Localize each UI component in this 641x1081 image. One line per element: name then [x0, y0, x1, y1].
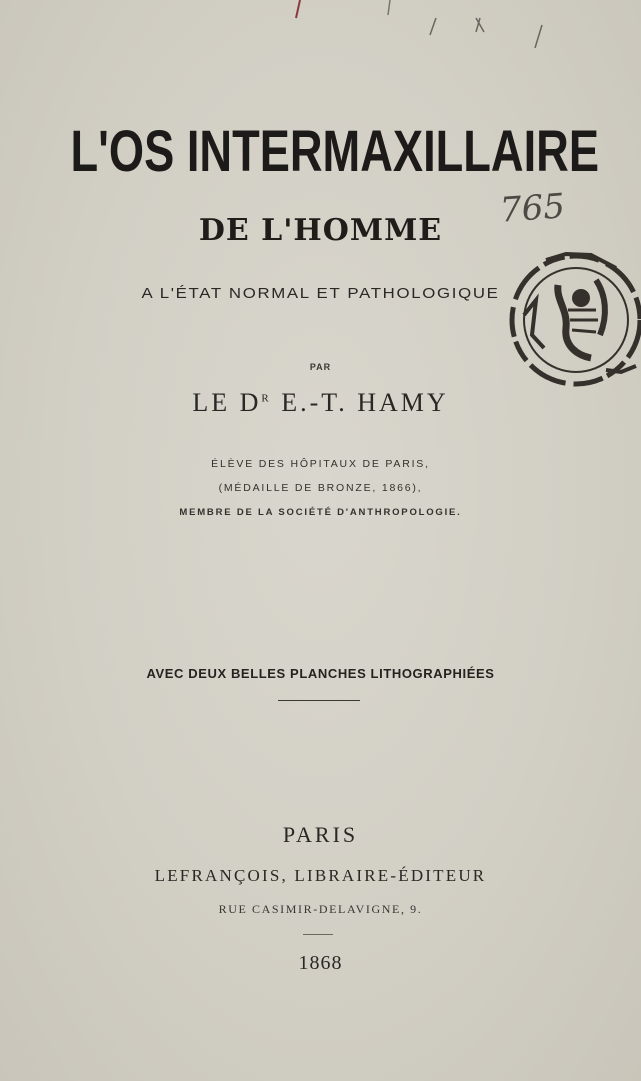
credential-line: (MÉDAILLE DE BRONZE, 1866), [218, 482, 423, 494]
credential-line: ÉLÈVE DES HÔPITAUX DE PARIS, [211, 458, 430, 470]
author-prefix: LE D [192, 388, 262, 417]
divider-rule [278, 700, 360, 701]
credential-line: MEMBRE DE LA SOCIÉTÉ D'ANTHROPOLOGIE. [179, 507, 462, 518]
byline-par: PAR [309, 362, 332, 372]
book-qualifier: A L'ÉTAT NORMAL ET PATHOLOGIQUE [141, 285, 500, 302]
imprint-street: RUE CASIMIR-DELAVIGNE, 9. [218, 902, 423, 916]
handwritten-shelfmark: 765 [498, 186, 567, 231]
pencil-marks [0, 0, 641, 90]
imprint-city: PARIS [282, 822, 359, 847]
plates-note: AVEC DEUX BELLES PLANCHES LITHOGRAPHIÉES [146, 666, 495, 681]
imprint-publisher: LEFRANÇOIS, LIBRAIRE-ÉDITEUR [154, 866, 487, 885]
author-title-sup: R [261, 392, 272, 405]
author-name-text: E.-T. HAMY [281, 388, 449, 417]
library-stamp-icon [496, 240, 641, 400]
book-title: L'OS INTERMAXILLAIRE [70, 119, 600, 184]
divider-rule [303, 934, 333, 935]
book-subtitle: DE L'HOMME [198, 213, 443, 248]
imprint-year: 1868 [298, 952, 343, 974]
